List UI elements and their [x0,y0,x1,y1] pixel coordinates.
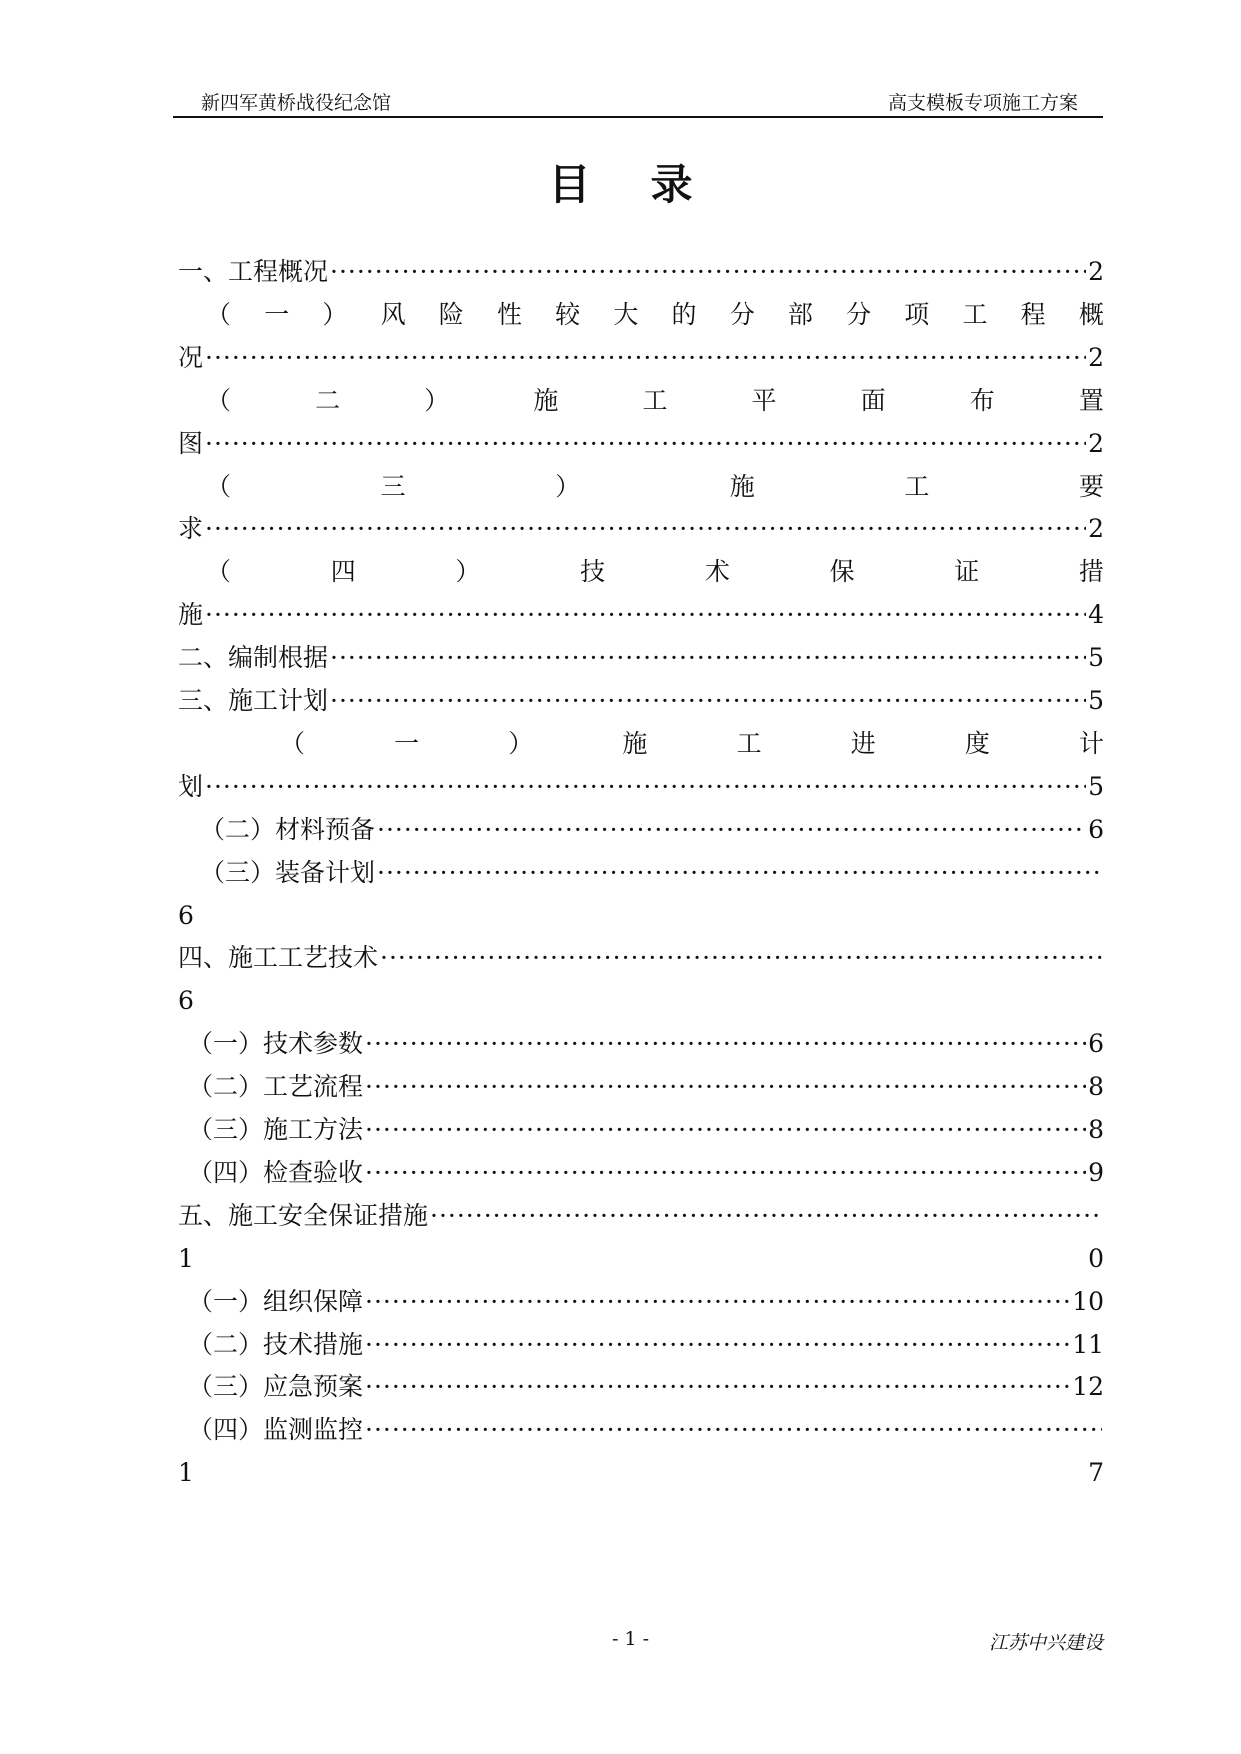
toc-entry [178,1192,1104,1240]
toc-wrapped-page-number [178,892,1104,940]
toc-dot-leader [203,763,1086,811]
toc-page-number: 9 [1088,1157,1104,1187]
toc-dot-leader [363,1406,1102,1454]
toc-entry [178,1020,1104,1068]
toc-entry [178,1406,1104,1454]
page-number: - 1 - [612,1628,650,1650]
toc-page-number: 5 [1088,771,1104,801]
toc-char: 度 [964,728,990,758]
toc-entry-title: （二）技术措施 [188,1329,364,1359]
toc-entry-title: 三、施工计划 [178,686,329,715]
toc-char: （ [280,728,306,758]
toc-char: 工 [962,299,988,329]
page-footer [0,1628,1241,1658]
toc-char: 0 [1088,1243,1104,1273]
toc-entry [178,1063,1104,1111]
toc-entry-title: （三）施工方法 [188,1115,364,1144]
toc-entry-title: （三）装备计划 [200,857,376,887]
toc-char: 概 [1078,299,1104,329]
toc-char: 面 [860,385,886,415]
toc-char: 措 [1078,557,1104,587]
toc-page-number: 6 [178,986,194,1016]
toc-entry [178,334,1104,382]
toc-entry [178,634,1104,682]
toc-entry [178,420,1104,468]
toc-page-number: 6 [178,900,194,930]
toc-page-number [1102,1192,1104,1240]
toc-entry-title: 况 [178,342,204,372]
toc-wrapped-line [178,548,1104,596]
toc-char: 一 [264,299,290,329]
toc-dot-leader [363,1063,1086,1111]
toc-entry-title: 四、施工工艺技术 [178,943,379,973]
toc-page-number: 2 [1088,514,1104,544]
toc-char: 工 [904,471,930,501]
toc-entry [178,248,1104,296]
toc-char: 保 [829,557,855,587]
toc-page-number: 11 [1072,1329,1104,1359]
toc-entry-title: （三）应急预案 [188,1372,364,1402]
toc-entry [178,934,1104,982]
toc-char: 三 [380,471,406,501]
toc-entry-title: （一）组织保障 [188,1286,364,1316]
toc-wrapped-line [178,1235,1104,1283]
toc-char: 7 [1088,1458,1104,1488]
toc-char: 四 [330,557,356,587]
toc-dot-leader [203,591,1086,639]
toc-entry-title: （四）检查验收 [188,1157,364,1187]
toc-dot-leader [378,934,1102,982]
toc-entry [178,1321,1104,1369]
toc-char: （ [206,385,232,415]
toc-dot-leader [363,1278,1070,1326]
toc-char: 布 [969,385,995,415]
toc-title-char: 目 [548,160,591,209]
toc-char: 计 [1078,728,1104,758]
toc-page-number: 2 [1088,257,1104,286]
toc-entry-title: 求 [178,514,204,544]
toc-dot-leader [363,1106,1086,1154]
toc-dot-leader [363,1149,1086,1197]
toc-dot-leader [375,849,1102,897]
toc-dot-leader [328,248,1086,296]
toc-page-number: 6 [1088,814,1104,844]
toc-char: ） [424,385,450,415]
toc-char: （ [206,557,232,587]
toc-wrapped-line [178,291,1104,339]
toc-char: 二 [315,385,341,415]
toc-wrapped-line [178,377,1104,425]
toc-entry [178,806,1104,854]
toc-char: 项 [904,299,930,329]
company-name: 江苏中兴建设 [988,1632,1103,1654]
toc-char: 分 [846,299,872,329]
toc-char: 的 [671,299,697,329]
toc-char: 术 [704,557,730,587]
toc-char: 分 [729,299,755,329]
toc-char: 1 [178,1243,194,1273]
toc-wrapped-line [178,720,1104,768]
toc-page-number: 8 [1088,1115,1104,1144]
toc-char: 要 [1078,471,1104,501]
toc-dot-leader [363,1363,1070,1411]
toc-entry [178,1278,1104,1326]
toc-dot-leader [375,806,1086,854]
toc-char: ） [322,299,348,329]
toc-dot-leader [328,677,1086,725]
toc-char: 工 [642,385,668,415]
toc-page-number [1102,1406,1104,1454]
toc-wrapped-page-number [178,977,1104,1025]
toc-char: 施 [622,728,648,758]
toc-entry [178,1363,1104,1411]
toc-entry-title: 二、编制根据 [178,643,329,673]
page-header [173,86,1103,118]
toc-entry-title: （一）技术参数 [188,1029,364,1059]
toc-char: 较 [555,299,581,329]
toc-page-number: 2 [1088,428,1104,458]
toc-char: 险 [438,299,464,329]
toc-dot-leader [428,1192,1102,1240]
toc-entry-title: 划 [178,771,204,801]
toc-entry-title: 图 [178,428,204,458]
toc-char: 进 [850,728,876,758]
toc-page-number: 12 [1072,1372,1104,1402]
toc-page-number [1102,849,1104,897]
toc-page-number [1102,934,1104,982]
toc-char: 施 [533,385,559,415]
toc-entry-title: 五、施工安全保证措施 [178,1200,429,1230]
toc-dot-leader [203,420,1086,468]
toc-dot-leader [363,1321,1070,1369]
toc-entry-title: （二）工艺流程 [188,1072,364,1102]
toc-page-number: 8 [1088,1072,1104,1102]
toc-dot-leader [203,334,1086,382]
toc-title-char: 录 [650,160,693,209]
header-project-name: 新四军黄桥战役纪念馆 [201,92,392,114]
header-document-name: 高支模板专项施工方案 [887,92,1078,114]
toc-char: 证 [954,557,980,587]
toc-dot-leader [328,634,1086,682]
toc-wrapped-line [178,1449,1104,1497]
toc-title [0,152,1241,212]
toc-entry [178,849,1104,897]
toc-char: 风 [380,299,406,329]
toc-page-number: 10 [1072,1286,1104,1316]
toc-char: 一 [394,728,420,758]
toc-char: 平 [751,385,777,415]
toc-char: 工 [736,728,762,758]
toc-entry-title: （四）监测监控 [188,1415,364,1445]
toc-page-number: 6 [1088,1029,1104,1059]
toc-dot-leader [363,1020,1086,1068]
toc-char: ） [455,557,481,587]
toc-page-number: 2 [1088,342,1104,372]
toc-char: （ [206,471,232,501]
toc-entry [178,677,1104,725]
toc-char: 程 [1020,299,1046,329]
toc-char: ） [555,471,581,501]
toc-char: ） [508,728,534,758]
toc-char: 1 [178,1458,194,1488]
toc-char: （ [206,299,232,329]
toc-page-number: 5 [1088,686,1104,715]
toc-entry [178,591,1104,639]
toc-entry-title: （二）材料预备 [200,814,376,844]
toc-entry-title: 一、工程概况 [178,257,329,286]
toc-dot-leader [203,505,1086,553]
toc-entry [178,505,1104,553]
toc-char: 施 [729,471,755,501]
toc-entry-title: 施 [178,600,204,630]
toc-char: 置 [1078,385,1104,415]
toc-page-number: 5 [1088,643,1104,673]
toc-entry [178,763,1104,811]
toc-entry [178,1106,1104,1154]
toc-entry [178,1149,1104,1197]
toc-char: 性 [496,299,522,329]
toc-char: 部 [787,299,813,329]
toc-char: 大 [613,299,639,329]
toc-page-number: 4 [1088,600,1104,630]
toc-wrapped-line [178,463,1104,511]
toc-char: 技 [580,557,606,587]
